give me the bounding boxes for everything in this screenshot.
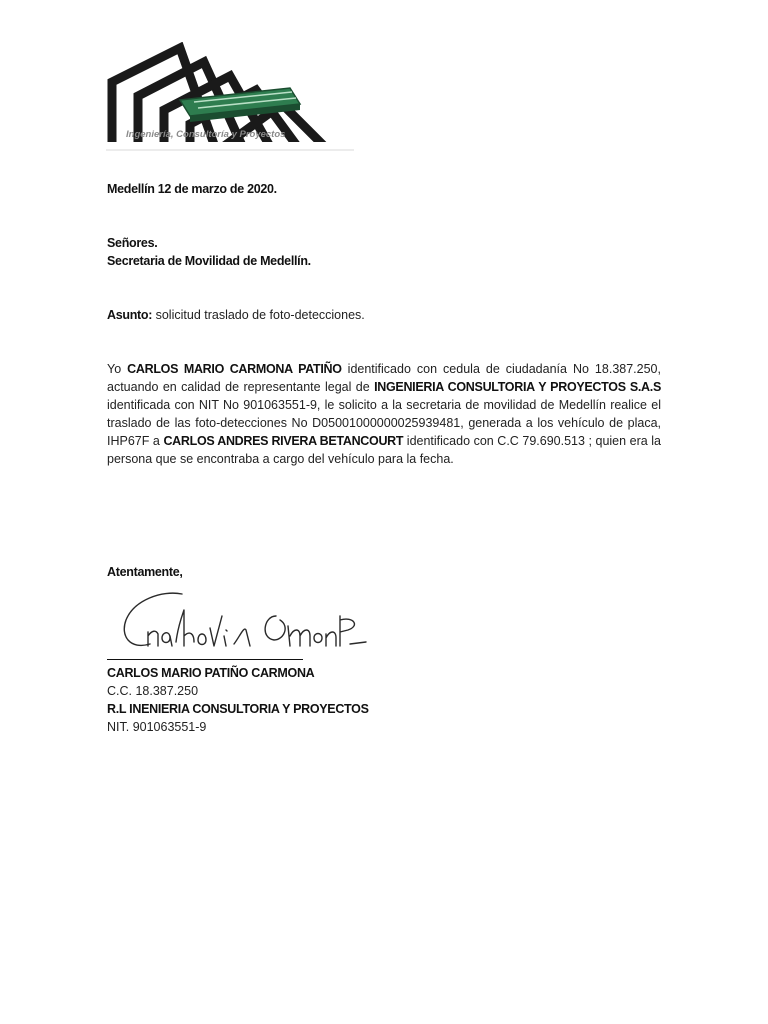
letter-date: Medellín 12 de marzo de 2020. [107, 182, 277, 196]
signer-name: CARLOS MARIO PATIÑO CARMONA [107, 666, 315, 680]
svg-text:Ingeniería, Consultoría y Proy: Ingeniería, Consultoría y Proyectos [126, 129, 286, 140]
body-text-1: Yo [107, 362, 122, 376]
body-text-2: identificado con cedula de ciudadanía No 18.387.250, actuando en calidad de representante legal de [107, 362, 661, 394]
subject-label: Asunto: [107, 308, 153, 322]
signature-line [107, 659, 303, 660]
handwritten-signature [104, 586, 370, 662]
company-logo [104, 42, 356, 154]
signer-cc: C.C. 18.387.250 [107, 684, 199, 698]
signer-nit: NIT. 901063551-9 [107, 720, 207, 734]
subject-line [107, 306, 365, 324]
letter-body [107, 360, 661, 468]
signer-role: R.L INENIERIA CONSULTORIA Y PROYECTOS [107, 702, 369, 716]
driver-name: CARLOS ANDRES RIVERA BETANCOURT [163, 434, 404, 448]
body-text-4: identificado con C.C 79.690.513 ; quien era la persona que se encontraba a cargo del vehículo para la fecha. [107, 434, 661, 466]
recipient: Secretaria de Movilidad de Medellín. [107, 254, 311, 268]
company-name: INGENIERIA CONSULTORIA Y PROYECTOS S.A.S [374, 380, 661, 394]
representative-name: CARLOS MARIO CARMONA PATIÑO [127, 362, 342, 376]
subject-text: solicitud traslado de foto-detecciones. [155, 308, 365, 322]
salutation: Señores. [107, 236, 158, 250]
body-text-3: identificada con NIT No 901063551-9, le solicito a la secretaria de movilidad de Medellín realice el traslado de las foto-detecciones No D05001000000025939481, generada a los vehículo de placa, IHP67F a [107, 398, 661, 448]
closing: Atentamente, [107, 565, 183, 579]
